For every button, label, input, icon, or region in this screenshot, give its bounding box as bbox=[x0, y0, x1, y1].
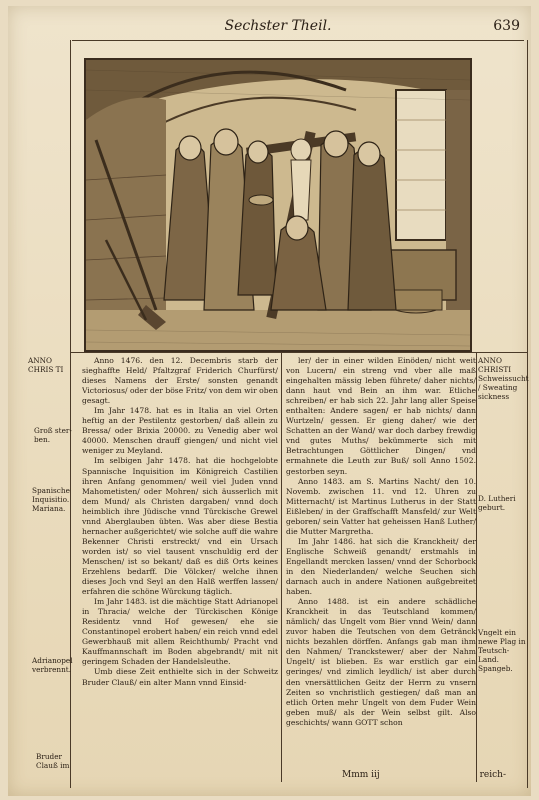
margin-note: Vngelt ein newe Plag in Teutsch- Land. Spangeb. bbox=[478, 628, 526, 673]
margin-note: Adrianopel verbrennt. bbox=[32, 656, 73, 674]
column-divider bbox=[281, 352, 282, 782]
paragraph: ler/ der in einer wilden Einöden/ nicht weit von Lucern/ ein streng vnd vber alle maß eingehalten mässig leben führete/ daher nichts/ dann haut vnd Bein an ihm war. Etliche schreiben/ er hab sich 22. Jahr lang aller Speise enthalten: Andere sagen/ er hab nichts/ dann Wurtzeln/ gessen. Er gieng daher/ wie der Schatten an der Wand/ war doch darbey frewdig vnd gutes Muths/ bekümmerte sich mit Betrachtungen Göttlicher Dingen/ vnd ermahnete die Leuth zur Buß/ soll Anno 1502. gestorben seyn. bbox=[286, 356, 476, 476]
section-title: Sechster Theil. bbox=[224, 18, 332, 34]
running-header bbox=[72, 14, 524, 41]
left-margin-notes bbox=[14, 356, 73, 786]
catchword: reich- bbox=[479, 770, 506, 780]
paragraph: Umb diese Zeit enthielte sich in der Schweitz Bruder Clauß/ ein alter Mann vnnd Einsid- bbox=[82, 667, 278, 687]
margin-note: Spanische Inquisitio. Mariana. bbox=[32, 486, 70, 513]
section-rule bbox=[70, 352, 527, 353]
paragraph: Im Jahr 1486. hat sich die Kranckheit/ der Englische Schweiß genandt/ erstmahls in Engellandt mercken lassen/ vnnd der Schorbock in den Niederlanden/ welche Seuchen sich darnach auch in andere Nationen außgebreitet haben. bbox=[286, 536, 476, 597]
paragraph: Anno 1476. den 12. Decembris starb der sieghaffte Held/ Pfaltzgraf Friderich Churfürst/ dieses Namens der Erste/ sonsten genandt Victoriosus/ oder der böse Fritz/ von dem wir oben gesagt. bbox=[82, 356, 278, 406]
page-footer bbox=[330, 770, 510, 784]
text-column-left bbox=[82, 356, 278, 776]
paragraph: Im selbigen Jahr 1478. hat die hochgelobte Spannische Inquisition im Königreich Castilien ihren Anfang genommen/ weil viel Juden vnnd Mahometisten/ oder Mohren/ sich äusserlich mit dem Mund/ als Christen dargaben/ vnnd doch heimblich ihre Jüdische vnnd Türckische Grewel vnnd Aberglauben übten. Was aber diese Bestia hernacher außgerichtet/ wie solche auff die wahre Bekenner Christi erstreckt/ vnd ein Ursach worden ist/ so viel tausent vnschuldig erd der Menschen/ ist so bekant/ daß es diß Orts keines Erzehlens bedarff. Die Völcker/ welche ihnen dieses Joch vnd Seyl an den Halß werffen lassen/ erfahren die schöne Würckung täglich. bbox=[82, 456, 278, 597]
margin-note: ANNO CHRISTI Schweissucht / Sweating sickness bbox=[478, 356, 529, 401]
paragraph: Anno 1483. am S. Martins Nacht/ den 10. Novemb. zwischen 11. vnd 12. Uhren zu Mitternacht/ ist Martinus Lutherus in der Statt Eißleben/ in der Graffschafft Mansfeld/ zur Welt geboren/ sein Vatter hat geheissen Hanß Luther/ die Mutter Margretha. bbox=[286, 476, 476, 536]
margin-note: D. Lutheri geburt. bbox=[478, 494, 516, 512]
margin-note: Bruder Clauß im bbox=[36, 752, 70, 770]
right-margin-notes bbox=[478, 356, 534, 786]
engraving-crucifixion-scene-icon bbox=[86, 60, 470, 350]
text-column-right bbox=[286, 356, 476, 776]
margin-note: ANNO CHRIS TI bbox=[28, 356, 64, 374]
margin-divider bbox=[476, 352, 477, 782]
paragraph: Anno 1488. ist ein andere schädliche Kranckheit in das Teutschland kommen/ nämlich/ das Ungelt vom Bier vnnd Wein/ dann zuvor haben die Teutschen von dem Getränck nichts bezahlen dörffen. Anfangs gab man ihm den Nahmen/ Tranckstewer/ aber der Nahm Ungelt/ ist blieben. Es war erstlich gar ein geringes/ vnd zimlich leydlich/ ist aber durch den vnersättlichen Geitz der Herrn zu vnsern Zeiten so vnchristlich gestiegen/ daß man an etlich Orten mehr Ungelt von dem Fuder Wein geben muß/ als der Wein selbst gilt. Also geschichts/ wann GOTT schon bbox=[286, 597, 476, 727]
engraving-illustration bbox=[84, 58, 472, 352]
signature-mark: Mmm iij bbox=[342, 770, 380, 780]
paragraph: Im Jahr 1478. hat es in Italia an viel Orten heftig an der Pestilentz gestorben/ daß allein zu Bressa/ oder Brixia 20000. zu Venedig aber wol 40000. Menschen drauff giengen/ und nicht viel weniger zu Meyland. bbox=[82, 406, 278, 456]
paragraph: Im Jahr 1483. ist die mächtige Statt Adrianopel in Thracia/ welche der Türckischen Könige Residentz vnnd Hof gewesen/ ehe sie Constantinopel erobert haben/ ein reich vnnd edel Gewerbhauß mit allem Reichthumb/ Pracht vnd Kauffmannschaft im Boden abgebrandt/ mit nit geringem Schaden der Handelsleuthe. bbox=[82, 597, 278, 667]
margin-note: Groß ster- ben. bbox=[34, 426, 72, 444]
page-number: 639 bbox=[493, 18, 520, 34]
